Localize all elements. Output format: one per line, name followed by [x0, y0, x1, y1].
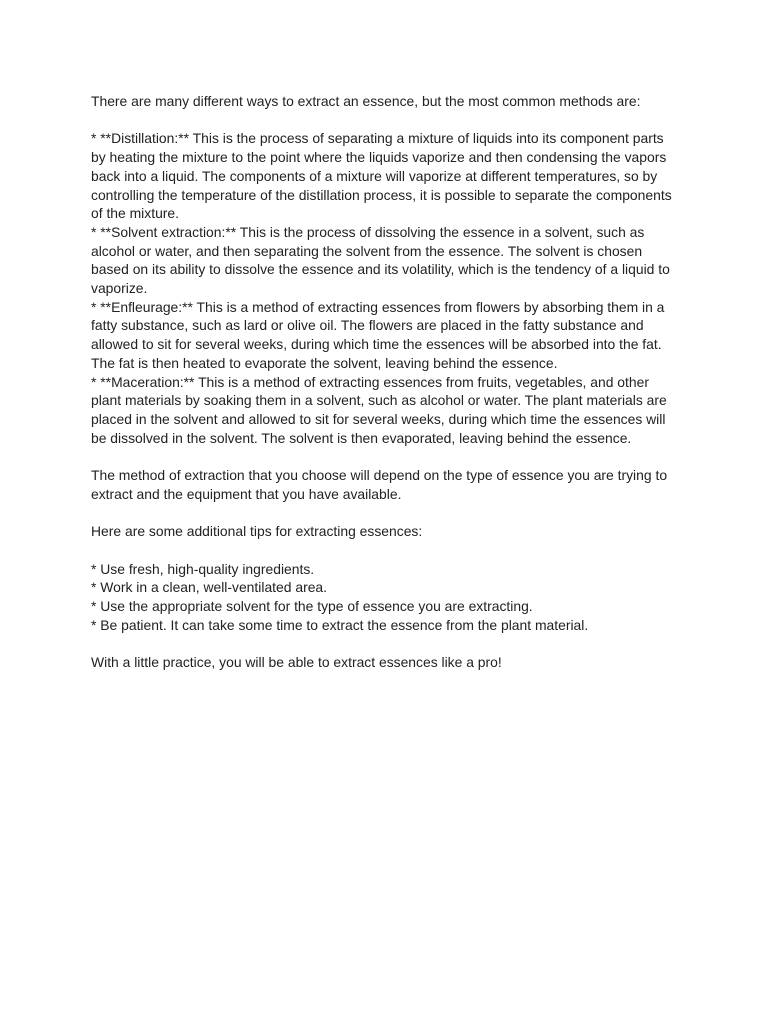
tips-intro-paragraph: Here are some additional tips for extracting essences:: [91, 523, 423, 540]
document-page: [91, 92, 681, 690]
closing-paragraph: With a little practice, you will be able to extract essences like a pro!: [91, 654, 502, 671]
method-item-distillation: * **Distillation:** This is the process of separating a mixture of liquids into its component parts by heating the mixture to the point where the liquids vaporize and then condensing the vapors back into a liquid. The components of a mixture will vaporize at different temperatures, so by controlling the temperature of the distillation process, it is possible to separate the components of the mixture.: [91, 130, 672, 222]
method-item-solvent-extraction: * **Solvent extraction:** This is the process of dissolving the essence in a solvent, such as alcohol or water, and then separating the solvent from the essence. The solvent is chosen based on its ability to dissolve the essence and its volatility, which is the tendency of a liquid to vaporize.: [91, 223, 670, 297]
tip-item: * Work in a clean, well-ventilated area.: [91, 579, 327, 596]
intro-paragraph: There are many different ways to extract an essence, but the most common methods are:: [91, 93, 641, 109]
method-item-maceration: * **Maceration:** This is a method of extracting essences from fruits, vegetables, and other plant materials by soaking them in a solvent, such as alcohol or water. The plant materials are placed in the solvent and allowed to sit for several weeks, during which time the essences will be dissolved in the solvent. The solvent is then evaporated, leaving behind the essence.: [91, 373, 667, 446]
choice-paragraph: The method of extraction that you choose will depend on the type of essence you are trying to extract and the equipment that you have available.: [91, 467, 668, 502]
tip-item: * Use the appropriate solvent for the type of essence you are extracting.: [91, 597, 533, 614]
tip-item: * Be patient. It can take some time to extract the essence from the plant material.: [91, 616, 589, 633]
method-item-enfleurage: * **Enfleurage:** This is a method of extracting essences from flowers by absorbing them in a fatty substance, such as lard or olive oil. The flowers are placed in the fatty substance and allowed to sit for several weeks, during which time the essences will be absorbed into the fat. The fat is then heated to evaporate the solvent, leaving behind the essence.: [91, 298, 665, 371]
tip-item: * Use fresh, high-quality ingredients.: [91, 560, 315, 577]
tips-list: [91, 560, 681, 635]
methods-list: [91, 129, 681, 447]
